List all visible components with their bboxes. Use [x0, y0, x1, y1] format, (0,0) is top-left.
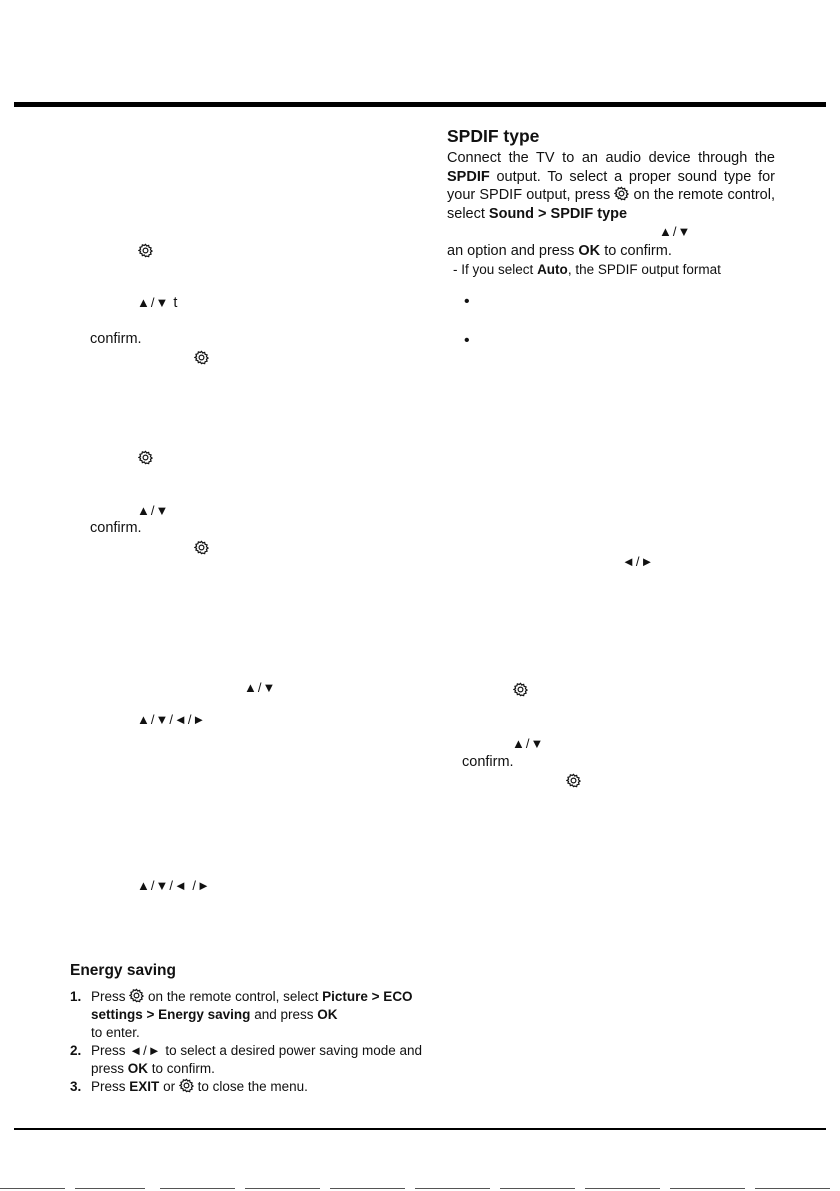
- left-fragment-8: [194, 540, 209, 558]
- energy-step-3: 3. Press EXIT or to close the menu.: [70, 1079, 308, 1094]
- gear-icon: [614, 186, 629, 201]
- left-fragment-10: [137, 711, 206, 729]
- updown-arrows-icon: ▲/▼: [137, 295, 170, 310]
- direction-arrows-icon: ▲/▼/◄/►: [137, 712, 207, 727]
- left-fragment-3: confirm.: [90, 331, 142, 347]
- header-rule: [14, 102, 826, 107]
- updown-arrows-icon: ▲/▼: [512, 736, 545, 751]
- spdif-heading: SPDIF type: [447, 126, 540, 146]
- gear-icon: [179, 1078, 194, 1093]
- gear-icon: [138, 450, 153, 465]
- direction-arrows-icon: ▲/▼/◄ /►: [137, 878, 211, 893]
- right-fragment-4: [513, 682, 528, 700]
- spdif-section: [447, 125, 775, 279]
- leftright-arrows-icon: ◄/►: [622, 554, 655, 569]
- footer-rule: [14, 1128, 826, 1130]
- left-fragment-11: [137, 877, 211, 895]
- energy-step-2: 2. Press ◄/► to select a desired power saving mode and press OK to confirm.: [70, 1043, 423, 1076]
- bullet-2: •: [464, 332, 470, 349]
- bottom-edge-marks: [0, 1186, 840, 1191]
- gear-icon: [138, 243, 153, 258]
- updown-arrows-icon: ▲/▼: [137, 503, 170, 518]
- right-fragment-5: [512, 735, 544, 753]
- left-fragment-4: [194, 350, 209, 368]
- energy-step-1: 1. Press on the remote control, select Picture > ECO settings > Energy saving and press OK to enter.: [70, 989, 413, 1040]
- gear-icon: [129, 988, 144, 1003]
- right-fragment-6: confirm.: [462, 754, 514, 770]
- left-fragment-1: [138, 243, 153, 261]
- gear-icon: [513, 682, 528, 697]
- bullet-1: •: [464, 293, 470, 310]
- left-fragment-5: [138, 450, 153, 468]
- right-fragment-3: [622, 553, 654, 571]
- spdif-paragraph: Connect the TV to an audio device through the SPDIF output. To select a proper sound type for your SPDIF output, press on the remote control, select Sound > SPDIF type ▲/▼ an option and press OK to confirm.: [447, 150, 776, 259]
- energy-steps: [70, 988, 435, 1096]
- updown-arrows-icon: ▲/▼: [244, 680, 277, 695]
- updown-arrows-icon: ▲/▼: [659, 224, 692, 239]
- left-fragment-9: [244, 679, 276, 697]
- left-fragment-6: [137, 502, 169, 520]
- spdif-note: - If you select Auto, the SPDIF output format: [453, 262, 721, 277]
- energy-saving-section: [70, 961, 435, 1096]
- right-fragment-7: [566, 773, 581, 791]
- gear-icon: [194, 350, 209, 365]
- energy-saving-heading: Energy saving: [70, 962, 176, 979]
- gear-icon: [566, 773, 581, 788]
- gear-icon: [194, 540, 209, 555]
- left-fragment-2: ▲/▼ t: [137, 295, 178, 311]
- left-fragment-7: confirm.: [90, 520, 142, 536]
- leftright-arrows-icon: ◄/►: [129, 1043, 162, 1058]
